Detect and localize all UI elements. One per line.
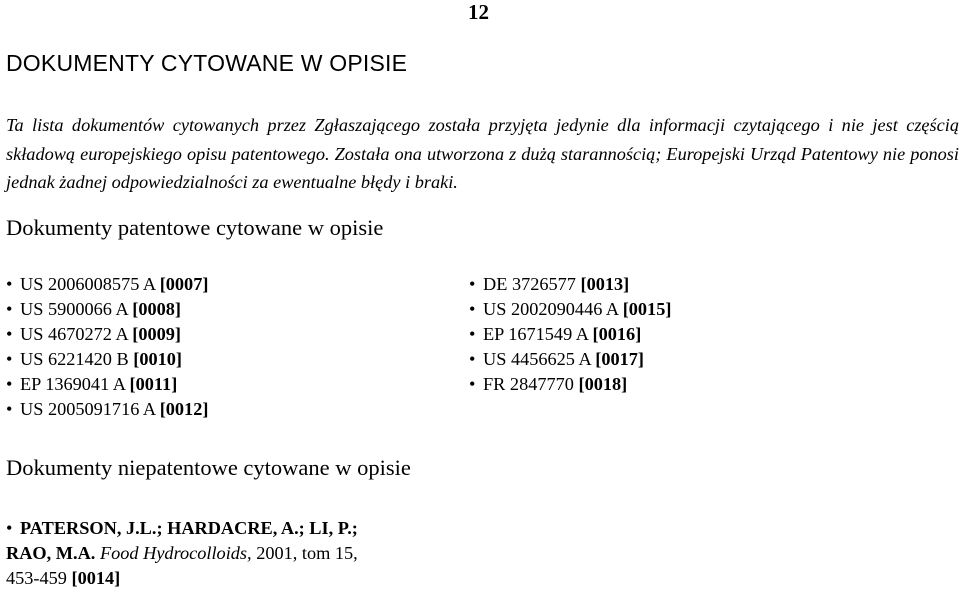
nonpatent-citation (6, 516, 476, 591)
bullet-icon: • (6, 399, 13, 419)
patent-list-right (469, 272, 671, 397)
citation-authors-continued: RAO, M.A. (6, 543, 96, 563)
patent-documents-heading: Dokumenty patentowe cytowane w opisie (6, 215, 384, 240)
list-item (6, 372, 208, 397)
paragraph-reference: [0010] (133, 349, 183, 369)
paragraph-reference: [0007] (159, 274, 209, 294)
citation-line-2 (6, 541, 476, 566)
citation-authors: PATERSON, J.L.; HARDACRE, A.; LI, P.; (20, 518, 358, 538)
bullet-icon: • (469, 374, 476, 394)
patent-document-number: US 6221420 B (20, 349, 129, 369)
bullet-icon: • (469, 349, 476, 369)
list-item (469, 347, 671, 372)
list-item (6, 397, 208, 422)
citation-journal: Food Hydrocolloids, (99, 543, 252, 563)
paragraph-reference: [0008] (132, 299, 182, 319)
list-item (6, 322, 208, 347)
paragraph-reference: [0009] (132, 324, 182, 344)
patent-document-number: EP 1671549 A (483, 324, 588, 344)
bullet-icon: • (6, 518, 13, 538)
list-item (469, 322, 671, 347)
list-item (6, 297, 208, 322)
patent-document-number: US 2002090446 A (483, 299, 619, 319)
nonpatent-documents-heading: Dokumenty niepatentowe cytowane w opisie (6, 455, 411, 480)
bullet-icon: • (6, 299, 13, 319)
page-number: 12 (468, 0, 489, 24)
citation-line-3 (6, 566, 476, 591)
bullet-icon: • (6, 349, 13, 369)
list-item (469, 297, 671, 322)
bullet-icon: • (6, 274, 13, 294)
paragraph-reference: [0013] (580, 274, 630, 294)
citation-details: 2001, tom 15, (256, 543, 358, 563)
list-item (469, 272, 671, 297)
bullet-icon: • (469, 274, 476, 294)
list-item (6, 272, 208, 297)
disclaimer-paragraph: Ta lista dokumentów cytowanych przez Zgłaszającego została przyjęta jedynie dla informacji czytającego i nie jest częścią składową europejskiego opisu patentowego. Została ona utworzona z dużą starannością; Europejski Urząd Patentowy nie ponosi jednak żadnej odpowiedzialności za ewentualne błędy i braki. (6, 115, 959, 192)
citation-line-1 (6, 516, 476, 541)
paragraph-reference: [0014] (71, 568, 121, 588)
paragraph-reference: [0017] (595, 349, 645, 369)
page-title: DOKUMENTY CYTOWANE W OPISIE (6, 50, 408, 76)
bullet-icon: • (6, 324, 13, 344)
patent-document-number: US 2006008575 A (20, 274, 156, 294)
paragraph-reference: [0015] (622, 299, 672, 319)
patent-document-number: US 4670272 A (20, 324, 128, 344)
patent-document-number: FR 2847770 (483, 374, 574, 394)
bullet-icon: • (469, 299, 476, 319)
patent-document-number: US 4456625 A (483, 349, 591, 369)
paragraph-reference: [0018] (578, 374, 628, 394)
list-item (6, 347, 208, 372)
bullet-icon: • (6, 374, 13, 394)
paragraph-reference: [0012] (159, 399, 209, 419)
list-item (469, 372, 671, 397)
citation-pages: 453-459 (6, 568, 67, 588)
patent-document-number: US 2005091716 A (20, 399, 156, 419)
patent-document-number: DE 3726577 (483, 274, 576, 294)
patent-document-number: US 5900066 A (20, 299, 128, 319)
patent-list-left (6, 272, 208, 422)
bullet-icon: • (469, 324, 476, 344)
paragraph-reference: [0011] (129, 374, 178, 394)
paragraph-reference: [0016] (592, 324, 642, 344)
patent-document-number: EP 1369041 A (20, 374, 125, 394)
